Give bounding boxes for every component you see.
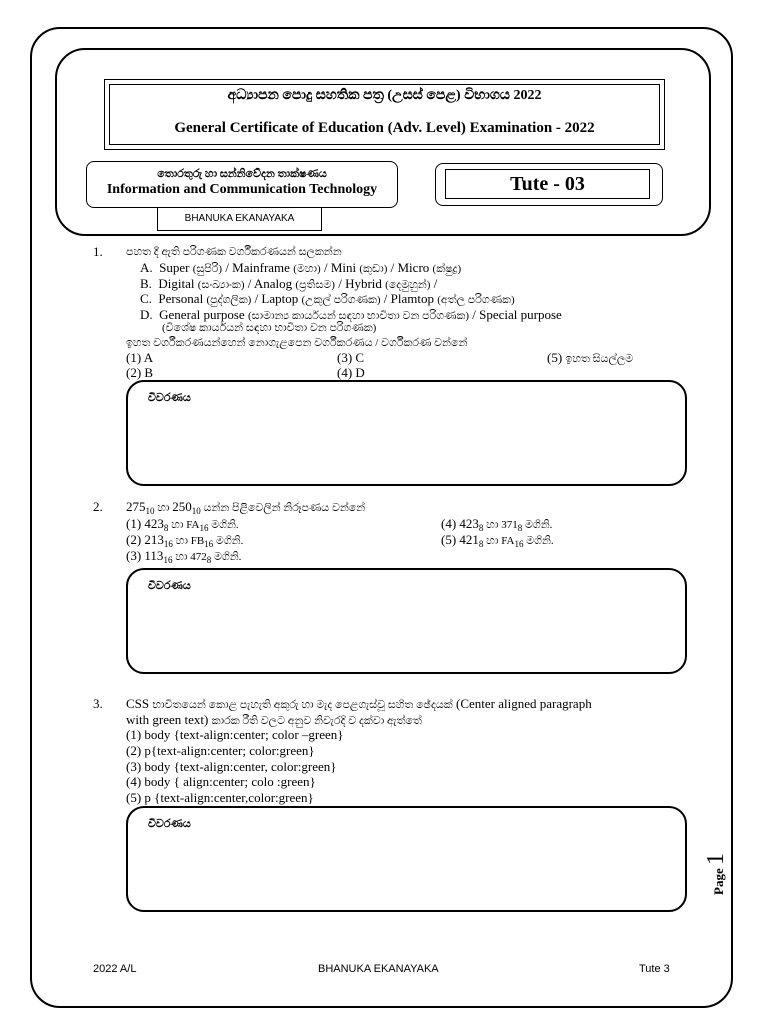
exam-title-english: General Certificate of Education (Adv. Level) Examination - 2022 bbox=[174, 120, 595, 136]
footer-year: 2022 A/L bbox=[93, 963, 137, 975]
question-3-option-2: (2) p{text-align:center; color:green} bbox=[126, 743, 315, 758]
question-2-option-1: (1) $423_8$ හා $FA_{16}$ මගිනි. bbox=[126, 516, 239, 533]
tute-number: Tute - 03 bbox=[445, 169, 650, 199]
question-2-option-4: (4) $423_8$ හා $371_8$ මගිනි. bbox=[441, 516, 553, 533]
answer-box-2-label: විවරණය bbox=[148, 580, 191, 592]
question-3-stem-line-2: with green text) කාරක රීති වලට අනුව නිවැරදි ව දක්වා ඇත්තේ bbox=[126, 712, 422, 727]
question-3-option-3: (3) body {text-align:center, color:green} bbox=[126, 759, 337, 774]
subject-sinhala: තොරතුරු හා සන්නිවේදන තාක්ෂණය bbox=[157, 168, 327, 180]
question-2-stem: $275_{10}$ හා $250_{10}$ යන්න පිළිවෙලින් නිරූපණය වන්නේ bbox=[126, 499, 366, 516]
question-3-option-1: (1) body {text-align:center; color –green} bbox=[126, 727, 344, 742]
author-name: BHANUKA EKANAYAKA bbox=[157, 207, 322, 231]
footer-tute: Tute 3 bbox=[639, 963, 670, 975]
question-3-number: 3. bbox=[93, 696, 103, 711]
question-1-item-c: C. Personal (පුද්ගලික) / Laptop (උකුල් පරිගණක) / Plamtop (අත්ල පරිගණක) bbox=[140, 291, 515, 306]
exam-title-sinhala: අධ්‍යාපන පොදු සහතික පත්‍ර (උසස් පෙළ) විභාගය 2022 bbox=[227, 88, 542, 103]
question-2-number: 2. bbox=[93, 499, 103, 514]
answer-box-2[interactable] bbox=[126, 568, 687, 674]
footer-author: BHANUKA EKANAYAKA bbox=[318, 963, 439, 975]
question-2-option-3: (3) $113_{16}$ හා $472_8$ මගිනි. bbox=[126, 548, 242, 565]
question-1-option-1: (1) A bbox=[126, 350, 154, 365]
subject-english: Information and Communication Technology bbox=[106, 182, 378, 197]
question-1-item-d: D. General purpose (සාමාන්‍ය කාර්යයන් සඳහා භාවිතා වන පරිගණක) / Special purpose bbox=[140, 307, 562, 322]
question-3-option-4: (4) body { align:center; colo :green} bbox=[126, 774, 316, 789]
question-2-option-2: (2) $213_{16}$ හා $FB_{16}$ මගිනි. bbox=[126, 532, 244, 549]
question-1-item-d-continued: (විශේෂ කාර්යයන් සඳහා භාවිතා වන පරිගණක) bbox=[162, 322, 377, 334]
exam-title-frame bbox=[104, 79, 665, 150]
question-1-item-a: A. Super (සුපිරි) / Mainframe (මහා) / Mini (කුඩා) / Micro (ක්ෂුද්‍ර) bbox=[140, 260, 462, 275]
question-1-option-3: (3) C bbox=[337, 350, 365, 365]
subject-box bbox=[86, 161, 398, 208]
question-1-option-2: (2) B bbox=[126, 365, 154, 380]
question-1-option-5: (5) ඉහත සියල්ලම bbox=[547, 350, 634, 365]
question-1-item-b: B. Digital (සංඛ්‍යාංක) / Analog (ප්‍රතිසම) / Hybrid (දෙමුහුන්) / bbox=[140, 276, 438, 291]
question-3-stem-line-1: CSS භාවිතයෙන් කොළ පැහැති අකුරු හා මැද පෙළගැස්වූ සහිත ඡේදයක් (Center aligned paragraph bbox=[126, 696, 592, 711]
answer-box-3[interactable] bbox=[126, 806, 687, 912]
question-1-stem: පහත දී ඇති පරිගණක වර්ගීකරණයන් සලකන්න bbox=[126, 246, 342, 258]
question-3-option-5: (5) p {text-align:center,color:green} bbox=[126, 790, 314, 805]
answer-box-1-label: විවරණය bbox=[148, 392, 191, 404]
answer-box-1[interactable] bbox=[126, 380, 687, 486]
answer-box-3-label: විවරණය bbox=[148, 818, 191, 830]
page-number-label: Page 1 bbox=[703, 853, 729, 895]
question-1-option-4: (4) D bbox=[337, 365, 365, 380]
question-2-option-5: (5) $421_8$ හා $FA_{16}$ මගිනි. bbox=[441, 532, 554, 549]
question-1-number: 1. bbox=[93, 244, 103, 259]
tute-box bbox=[435, 163, 663, 206]
question-1-ask: ඉහත වර්ගීකරණයන්හෙන් නොගැළපෙන වර්ගීකරණය / වර්ගීකරණ වන්නේ bbox=[126, 337, 468, 349]
